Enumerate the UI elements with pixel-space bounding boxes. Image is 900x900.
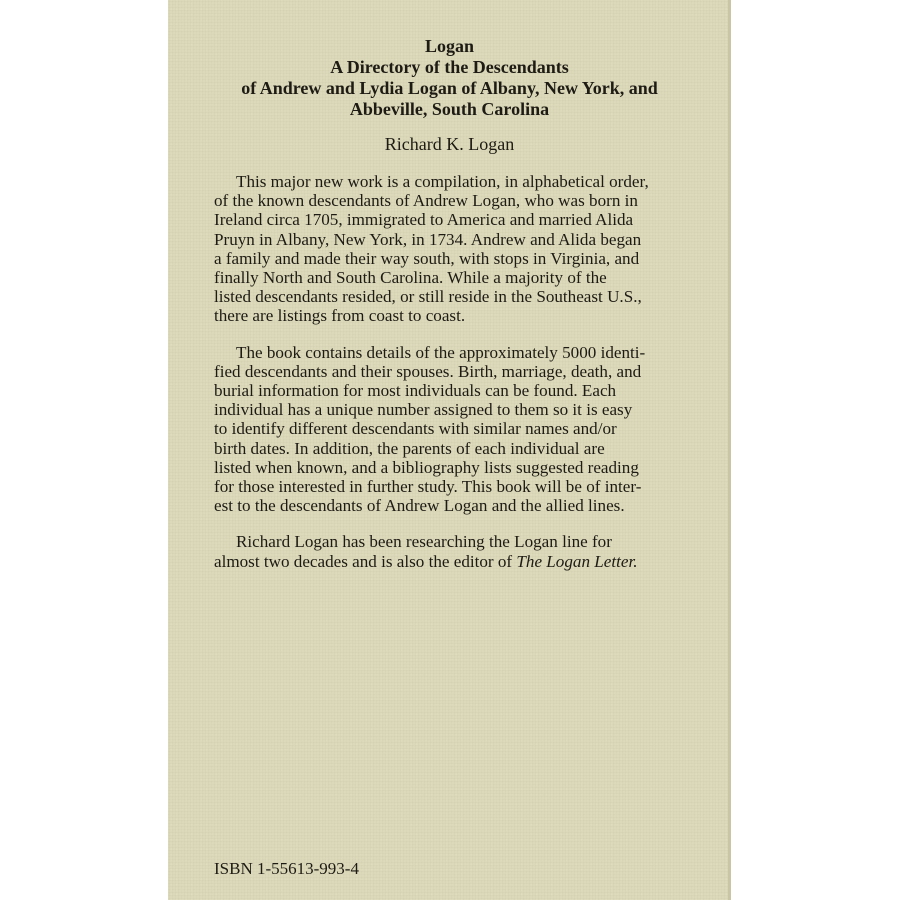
text-line: listed when known, and a bibliography lists suggested reading: [214, 457, 639, 477]
title-line: Abbeville, South Carolina: [349, 99, 550, 119]
title-line: A Directory of the Descendants: [330, 57, 569, 77]
text-line: finally North and South Carolina. While a majority of the: [214, 268, 607, 288]
title-line: of Andrew and Lydia Logan of Albany, New York, and: [241, 78, 658, 98]
title-line: Logan: [424, 36, 475, 56]
text-line: burial information for most individuals can be found. Each: [214, 381, 617, 401]
book-back-cover: [168, 0, 731, 900]
description-text: [214, 172, 714, 588]
text-line: The book contains details of the approximately 5000 identi-: [236, 342, 646, 362]
text-line: a family and made their way south, with stops in Virginia, and: [214, 248, 640, 268]
paragraph-contents: [214, 343, 714, 516]
text-segment: almost two decades and is also the editor of: [214, 551, 517, 571]
paragraph-author-bio: [214, 532, 714, 570]
text-line: Pruyn in Albany, New York, in 1734. Andrew and Alida began: [214, 229, 642, 249]
text-line: of the known descendants of Andrew Logan, who was born in: [214, 191, 638, 211]
text-line: there are listings from coast to coast.: [214, 306, 466, 326]
text-line: Ireland circa 1705, immigrated to America and married Alida: [214, 210, 634, 230]
text-line: individual has a unique number assigned to them so it is easy: [214, 400, 633, 420]
newsletter-title: The Logan Letter.: [516, 551, 638, 571]
paragraph-intro: [214, 172, 714, 326]
text-line: to identify different descendants with similar names and/or: [214, 419, 617, 439]
text-line: Richard Logan has been researching the Logan line for: [236, 532, 612, 552]
text-line: fied descendants and their spouses. Birth, marriage, death, and: [214, 361, 642, 381]
text-line: for those interested in further study. This book will be of inter-: [214, 477, 642, 497]
text-line: listed descendants resided, or still reside in the Southeast U.S.,: [214, 287, 642, 307]
text-line: This major new work is a compilation, in alphabetical order,: [236, 172, 649, 191]
book-title: [168, 36, 731, 120]
isbn-number: ISBN 1-55613-993-4: [214, 859, 359, 878]
text-line: [214, 552, 714, 571]
author-name: Richard K. Logan: [384, 134, 515, 154]
text-line: est to the descendants of Andrew Logan and the allied lines.: [214, 496, 625, 516]
text-line: birth dates. In addition, the parents of each individual are: [214, 438, 605, 458]
